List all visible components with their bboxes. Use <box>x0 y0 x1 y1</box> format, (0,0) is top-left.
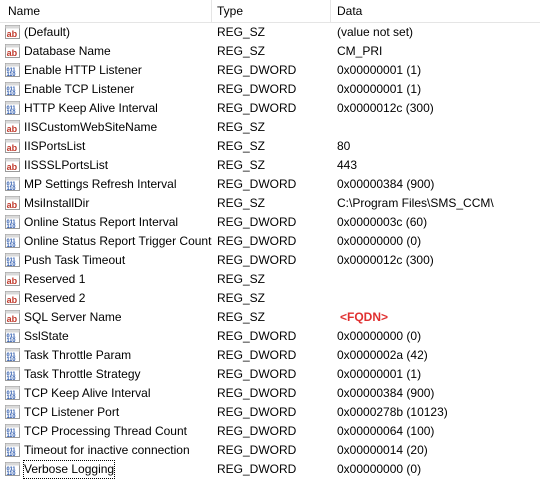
value-type: REG_DWORD <box>217 63 297 77</box>
value-data: 0x00000000 (0) <box>337 329 422 343</box>
value-type: REG_DWORD <box>217 348 297 362</box>
registry-value-row[interactable] <box>0 251 540 270</box>
value-type: REG_DWORD <box>217 329 297 343</box>
value-type: REG_DWORD <box>217 215 297 229</box>
value-type: REG_SZ <box>217 310 266 324</box>
svg-text:ab: ab <box>6 124 18 134</box>
string-value-icon <box>5 310 20 324</box>
value-type: REG_DWORD <box>217 405 297 419</box>
svg-text:110: 110 <box>6 395 16 400</box>
value-name: Enable HTTP Listener <box>24 63 142 77</box>
svg-text:011: 011 <box>6 257 16 264</box>
value-data: 0x00000384 (900) <box>337 386 435 400</box>
value-data: 0x00000001 (1) <box>337 63 422 77</box>
column-header <box>0 0 540 23</box>
value-type: REG_DWORD <box>217 367 297 381</box>
value-type: REG_SZ <box>217 272 266 286</box>
value-name: TCP Processing Thread Count <box>24 424 187 438</box>
value-name: IISCustomWebSiteName <box>24 120 158 134</box>
value-type: REG_DWORD <box>217 386 297 400</box>
svg-text:110: 110 <box>6 186 16 191</box>
registry-value-row[interactable] <box>0 365 540 384</box>
svg-text:011: 011 <box>6 67 16 74</box>
value-name: SQL Server Name <box>24 310 122 324</box>
binary-value-icon <box>5 386 20 400</box>
svg-text:ab: ab <box>6 295 18 305</box>
registry-value-row[interactable] <box>0 42 540 61</box>
value-type: REG_DWORD <box>217 253 297 267</box>
registry-value-row[interactable] <box>0 99 540 118</box>
registry-value-row[interactable] <box>0 194 540 213</box>
value-data: 0x00000001 (1) <box>337 82 422 96</box>
value-data: <FQDN> <box>340 310 389 324</box>
registry-value-row[interactable] <box>0 289 540 308</box>
value-name: IISSSLPortsList <box>24 158 109 172</box>
value-type: REG_DWORD <box>217 424 297 438</box>
registry-value-row[interactable] <box>0 441 540 460</box>
column-divider[interactable] <box>330 0 331 22</box>
value-type: REG_SZ <box>217 120 266 134</box>
binary-value-icon <box>5 63 20 77</box>
value-name: TCP Listener Port <box>24 405 120 419</box>
value-data: 443 <box>337 158 358 172</box>
registry-value-row[interactable] <box>0 232 540 251</box>
value-name: TCP Keep Alive Interval <box>24 386 151 400</box>
value-data: 0x00000000 (0) <box>337 462 422 476</box>
column-divider[interactable] <box>211 0 212 22</box>
value-name: MP Settings Refresh Interval <box>24 177 177 191</box>
value-type: REG_SZ <box>217 44 266 58</box>
registry-value-row[interactable] <box>0 308 540 327</box>
value-type: REG_SZ <box>217 25 266 39</box>
svg-text:110: 110 <box>6 433 16 438</box>
value-data: 0x0000002a (42) <box>337 348 428 362</box>
string-value-icon <box>5 120 20 134</box>
svg-text:ab: ab <box>6 143 18 153</box>
string-value-icon <box>5 139 20 153</box>
value-data: 0x00000384 (900) <box>337 177 435 191</box>
svg-text:ab: ab <box>6 276 18 286</box>
value-name: Verbose Logging <box>23 460 115 479</box>
registry-value-row[interactable] <box>0 137 540 156</box>
svg-text:011: 011 <box>6 333 16 340</box>
svg-text:110: 110 <box>6 357 16 362</box>
value-data: 0x00000001 (1) <box>337 367 422 381</box>
column-header-name[interactable]: Name <box>8 4 41 18</box>
value-name: Task Throttle Param <box>24 348 132 362</box>
value-name: Online Status Report Interval <box>24 215 179 229</box>
value-name: MsiInstallDir <box>24 196 90 210</box>
registry-value-row[interactable] <box>0 61 540 80</box>
value-type: REG_DWORD <box>217 82 297 96</box>
registry-values-list <box>0 23 540 479</box>
svg-text:011: 011 <box>6 105 16 112</box>
svg-text:ab: ab <box>6 29 18 39</box>
registry-value-row[interactable] <box>0 118 540 137</box>
value-name: Database Name <box>24 44 111 58</box>
value-data: 0x0000012c (300) <box>337 253 434 267</box>
string-value-icon <box>5 44 20 58</box>
string-value-icon <box>5 158 20 172</box>
binary-value-icon <box>5 101 20 115</box>
value-type: REG_DWORD <box>217 101 297 115</box>
value-data: 80 <box>337 139 351 153</box>
value-type: REG_DWORD <box>217 234 297 248</box>
registry-value-row[interactable] <box>0 346 540 365</box>
string-value-icon <box>5 196 20 210</box>
registry-value-row[interactable] <box>0 327 540 346</box>
svg-text:110: 110 <box>6 243 16 248</box>
binary-value-icon <box>5 82 20 96</box>
binary-value-icon <box>5 253 20 267</box>
binary-value-icon <box>5 405 20 419</box>
column-header-data[interactable]: Data <box>337 4 363 18</box>
string-value-icon <box>5 272 20 286</box>
svg-text:011: 011 <box>6 181 16 188</box>
string-value-icon <box>5 25 20 39</box>
value-name: Reserved 2 <box>24 291 86 305</box>
svg-text:011: 011 <box>6 86 16 93</box>
column-header-type[interactable]: Type <box>217 4 244 18</box>
value-data: (value not set) <box>337 25 414 39</box>
svg-text:ab: ab <box>6 48 18 58</box>
string-value-icon <box>5 291 20 305</box>
svg-text:011: 011 <box>6 390 16 397</box>
registry-value-row[interactable] <box>0 384 540 403</box>
svg-text:110: 110 <box>6 338 16 343</box>
svg-text:110: 110 <box>6 452 16 457</box>
svg-text:011: 011 <box>6 428 16 435</box>
value-name: Push Task Timeout <box>24 253 126 267</box>
binary-value-icon <box>5 443 20 457</box>
value-type: REG_DWORD <box>217 443 297 457</box>
value-type: REG_SZ <box>217 291 266 305</box>
svg-text:011: 011 <box>6 371 16 378</box>
value-data: 0x00000014 (20) <box>337 443 428 457</box>
svg-text:011: 011 <box>6 409 16 416</box>
value-name: SslState <box>24 329 69 343</box>
registry-value-row[interactable] <box>0 422 540 441</box>
registry-value-row[interactable] <box>0 270 540 289</box>
binary-value-icon <box>5 329 20 343</box>
value-data: 0x0000278b (10123) <box>337 405 448 419</box>
registry-value-row[interactable] <box>0 403 540 422</box>
value-name: Enable TCP Listener <box>24 82 135 96</box>
svg-text:110: 110 <box>6 376 16 381</box>
svg-text:110: 110 <box>6 72 16 77</box>
value-type: REG_SZ <box>217 139 266 153</box>
svg-text:110: 110 <box>6 262 16 267</box>
value-data: 0x0000012c (300) <box>337 101 434 115</box>
registry-value-row[interactable] <box>0 23 540 42</box>
binary-value-icon <box>5 424 20 438</box>
binary-value-icon <box>5 177 20 191</box>
value-type: REG_DWORD <box>217 177 297 191</box>
registry-value-row[interactable] <box>0 80 540 99</box>
svg-text:ab: ab <box>6 162 18 172</box>
binary-value-icon <box>5 215 20 229</box>
registry-value-row[interactable] <box>0 460 540 479</box>
value-data: 0x00000064 (100) <box>337 424 435 438</box>
binary-value-icon <box>5 462 20 476</box>
svg-text:ab: ab <box>6 314 18 324</box>
value-type: REG_SZ <box>217 158 266 172</box>
binary-value-icon <box>5 367 20 381</box>
value-type: REG_DWORD <box>217 462 297 476</box>
value-type: REG_SZ <box>217 196 266 210</box>
registry-value-row[interactable] <box>0 156 540 175</box>
value-name: Task Throttle Strategy <box>24 367 141 381</box>
svg-text:011: 011 <box>6 466 16 473</box>
value-name: (Default) <box>24 25 71 39</box>
svg-text:011: 011 <box>6 238 16 245</box>
binary-value-icon <box>5 348 20 362</box>
binary-value-icon <box>5 234 20 248</box>
value-name: HTTP Keep Alive Interval <box>24 101 158 115</box>
svg-text:011: 011 <box>6 352 16 359</box>
registry-value-row[interactable] <box>0 175 540 194</box>
registry-value-row[interactable] <box>0 213 540 232</box>
value-data: 0x0000003c (60) <box>337 215 428 229</box>
value-name: Reserved 1 <box>24 272 86 286</box>
svg-text:110: 110 <box>6 91 16 96</box>
svg-text:110: 110 <box>6 471 16 476</box>
value-name: Online Status Report Trigger Count <box>24 234 212 248</box>
value-name: Timeout for inactive connection <box>24 443 190 457</box>
value-data: C:\Program Files\SMS_CCM\ <box>337 196 494 210</box>
svg-text:110: 110 <box>6 414 16 419</box>
svg-text:ab: ab <box>6 200 18 210</box>
value-data: 0x00000000 (0) <box>337 234 422 248</box>
value-name: IISPortsList <box>24 139 86 153</box>
svg-text:110: 110 <box>6 224 16 229</box>
svg-text:011: 011 <box>6 447 16 454</box>
svg-text:011: 011 <box>6 219 16 226</box>
svg-text:110: 110 <box>6 110 16 115</box>
value-data: CM_PRI <box>337 44 383 58</box>
